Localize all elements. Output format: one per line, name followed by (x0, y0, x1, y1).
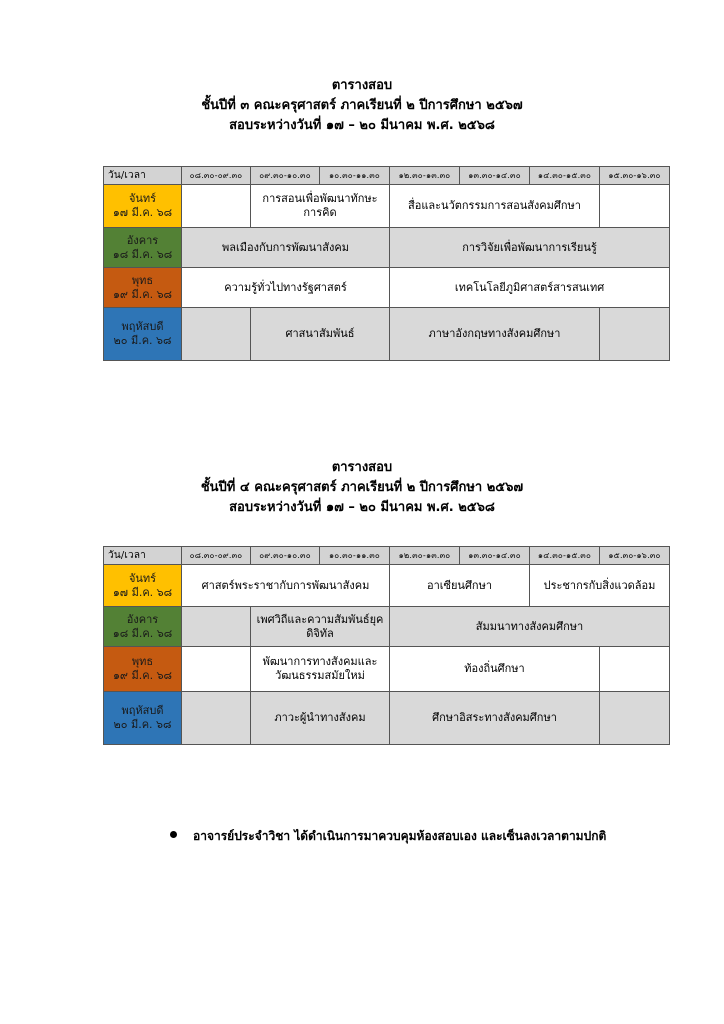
time-slot-6: ๑๔.๓๐-๑๕.๓๐ (530, 547, 600, 565)
empty-cell (600, 308, 670, 361)
day-name: อังคาร (126, 233, 159, 247)
time-slot-4: ๑๒.๓๐-๑๓.๓๐ (390, 547, 460, 565)
day-date: ๑๙ มี.ค. ๖๘ (112, 669, 173, 682)
schedule2-period: สอบระหว่างวันที่ ๑๗ – ๒๐ มีนาคม พ.ศ. ๒๕๖๘ (229, 500, 495, 515)
day-cell-monday (104, 185, 182, 228)
subject-cell: ศาสนาสัมพันธ์ (251, 308, 390, 361)
time-slot-7: ๑๕.๓๐-๑๖.๓๐ (600, 547, 670, 565)
schedule1-subtitle: ชั้นปีที่ ๓ คณะครุศาสตร์ ภาคเรียนที่ ๒ ปีการศึกษา ๒๕๖๗ (201, 98, 523, 113)
schedule2-header (0, 458, 724, 518)
time-slot-2: ๐๙.๓๐-๑๐.๓๐ (251, 167, 320, 185)
day-name: พุทธ (131, 273, 154, 287)
time-slot-7: ๑๕.๓๐-๑๖.๓๐ (600, 167, 670, 185)
day-date: ๒๐ มี.ค. ๖๘ (113, 334, 172, 347)
subject-cell: ศาสตร์พระราชากับการพัฒนาสังคม (182, 565, 390, 607)
time-slot-2: ๐๙.๓๐-๑๐.๓๐ (251, 547, 320, 565)
subject-cell: พลเมืองกับการพัฒนาสังคม (182, 228, 390, 268)
schedule2-table (103, 546, 670, 745)
subject-cell: การสอนเพื่อพัฒนาทักษะการคิด (251, 185, 390, 228)
time-slot-5: ๑๓.๓๐-๑๔.๓๐ (460, 547, 530, 565)
day-date: ๑๗ มี.ค. ๖๘ (112, 206, 173, 219)
subject-cell (251, 647, 390, 692)
subject-cell: ความรู้ทั่วไปทางรัฐศาสตร์ (182, 268, 390, 308)
table-row (104, 268, 670, 308)
bullet-icon (170, 831, 177, 838)
table-row (104, 607, 670, 647)
day-date: ๒๐ มี.ค. ๖๘ (113, 718, 172, 731)
time-slot-1: ๐๘.๓๐-๐๙.๓๐ (182, 547, 251, 565)
subject-cell: สื่อและนวัตกรรมการสอนสังคมศึกษา (390, 185, 600, 228)
day-cell-wednesday (104, 647, 182, 692)
day-cell-tuesday (104, 228, 182, 268)
subject-cell: ท้องถิ่นศึกษา (390, 647, 600, 692)
day-name: พฤหัสบดี (121, 704, 164, 717)
schedule1-table (103, 166, 670, 361)
subject-cell: เทคโนโลยีภูมิศาสตร์สารสนเทศ (390, 268, 670, 308)
table-row (104, 565, 670, 607)
day-name: จันทร์ (128, 571, 157, 585)
note (170, 826, 606, 846)
day-date: ๑๘ มี.ค. ๖๘ (112, 626, 173, 640)
day-date: ๑๗ มี.ค. ๖๘ (112, 585, 173, 599)
day-cell-tuesday (104, 607, 182, 647)
table-row (104, 228, 670, 268)
time-slot-5: ๑๓.๓๐-๑๔.๓๐ (460, 167, 530, 185)
table-header-row (104, 547, 670, 565)
subject-cell: ภาษาอังกฤษทางสังคมศึกษา (390, 308, 600, 361)
day-name: พฤหัสบดี (121, 320, 164, 333)
table-row (104, 692, 670, 745)
subject-cell: เพศวิถีและความสัมพันธ์ยุคดิจิทัล (251, 607, 390, 647)
time-slot-3: ๑๐.๓๐-๑๑.๓๐ (320, 167, 390, 185)
empty-cell (182, 647, 251, 692)
day-name: อังคาร (126, 612, 159, 626)
corner-label: วัน/เวลา (104, 547, 182, 565)
table-row (104, 647, 670, 692)
note-text: อาจารย์ประจำวิชา ได้ดำเนินการมาควบคุมห้องสอบเอง และเซ็นลงเวลาตามปกติ (193, 829, 607, 843)
day-cell-thursday (104, 308, 182, 361)
time-slot-6: ๑๔.๓๐-๑๕.๓๐ (530, 167, 600, 185)
corner-label: วัน/เวลา (104, 167, 182, 185)
subject-line: พัฒนาการทางสังคมและ (262, 655, 378, 668)
subject-cell: การวิจัยเพื่อพัฒนาการเรียนรู้ (390, 228, 670, 268)
subject-line: วัฒนธรรมสมัยใหม่ (275, 669, 365, 682)
time-slot-1: ๐๘.๓๐-๐๙.๓๐ (182, 167, 251, 185)
day-cell-monday (104, 565, 182, 607)
schedule1-title: ตารางสอบ (331, 78, 393, 93)
subject-cell: ภาวะผู้นำทางสังคม (251, 692, 390, 745)
empty-cell (182, 692, 251, 745)
schedule1-header (0, 76, 724, 136)
day-name: จันทร์ (128, 192, 157, 205)
subject-cell: ศึกษาอิสระทางสังคมศึกษา (390, 692, 600, 745)
subject-cell: ประชากรกับสิ่งแวดล้อม (530, 565, 670, 607)
empty-cell (182, 607, 251, 647)
empty-cell (600, 647, 670, 692)
day-date: ๑๙ มี.ค. ๖๘ (112, 287, 173, 301)
day-date: ๑๘ มี.ค. ๖๘ (112, 247, 173, 261)
time-slot-3: ๑๐.๓๐-๑๑.๓๐ (320, 547, 390, 565)
table-row (104, 308, 670, 361)
schedule2-subtitle: ชั้นปีที่ ๔ คณะครุศาสตร์ ภาคเรียนที่ ๒ ปีการศึกษา ๒๕๖๗ (200, 480, 524, 495)
day-cell-thursday (104, 692, 182, 745)
empty-cell (600, 692, 670, 745)
time-slot-4: ๑๒.๓๐-๑๓.๓๐ (390, 167, 460, 185)
schedule2-title: ตารางสอบ (331, 460, 393, 475)
schedule1-period: สอบระหว่างวันที่ ๑๗ – ๒๐ มีนาคม พ.ศ. ๒๕๖๘ (229, 118, 495, 133)
empty-cell (182, 308, 251, 361)
day-cell-wednesday (104, 268, 182, 308)
empty-cell (182, 185, 251, 228)
subject-cell: สัมมนาทางสังคมศึกษา (390, 607, 670, 647)
table-row (104, 185, 670, 228)
empty-cell (600, 185, 670, 228)
subject-cell: อาเซียนศึกษา (390, 565, 530, 607)
day-name: พุทธ (131, 655, 154, 668)
table-header-row (104, 167, 670, 185)
